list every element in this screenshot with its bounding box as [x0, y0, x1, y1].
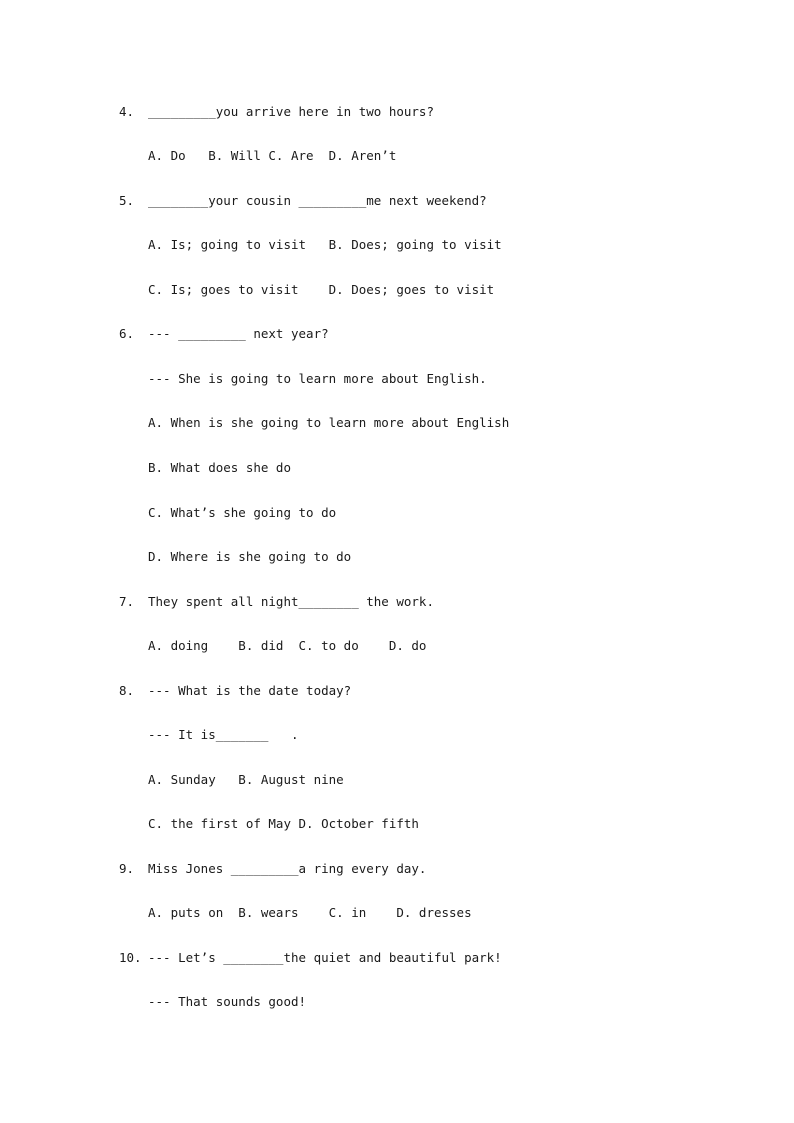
answer-options: A. Is; going to visit B. Does; going to visit — [148, 237, 502, 252]
question-number: 9. — [119, 861, 135, 876]
dialogue-reply: --- She is going to learn more about English. — [148, 371, 487, 386]
answer-options: C. Is; goes to visit D. Does; goes to visit — [148, 282, 495, 297]
question-stem: --- _________ next year? — [148, 326, 329, 341]
question-number: 4. — [119, 104, 135, 119]
answer-options: A. puts on B. wears C. in D. dresses — [148, 905, 472, 920]
answer-options: C. the first of May D. October fifth — [148, 816, 419, 831]
answer-option: B. What does she do — [148, 460, 291, 475]
question-number: 5. — [119, 193, 135, 208]
question-stem: They spent all night________ the work. — [148, 594, 434, 609]
answer-option: D. Where is she going to do — [148, 549, 352, 564]
question-stem: ________your cousin _________me next weekend? — [148, 193, 487, 208]
answer-option: A. When is she going to learn more about English — [148, 415, 510, 430]
dialogue-reply: --- It is_______ . — [148, 727, 299, 742]
question-number: 10. — [119, 950, 142, 965]
answer-option: C. What’s she going to do — [148, 505, 337, 520]
question-stem: Miss Jones _________a ring every day. — [148, 861, 427, 876]
answer-options: A. Sunday B. August nine — [148, 772, 344, 787]
answer-options: A. Do B. Will C. Are D. Aren’t — [148, 148, 397, 163]
question-number: 6. — [119, 326, 135, 341]
question-stem: --- What is the date today? — [148, 683, 352, 698]
question-number: 8. — [119, 683, 135, 698]
question-stem: --- Let’s ________the quiet and beautiful park! — [148, 950, 502, 965]
question-number: 7. — [119, 594, 135, 609]
question-stem: _________you arrive here in two hours? — [148, 104, 434, 119]
dialogue-reply: --- That sounds good! — [148, 994, 307, 1009]
answer-options: A. doing B. did C. to do D. do — [148, 638, 427, 653]
